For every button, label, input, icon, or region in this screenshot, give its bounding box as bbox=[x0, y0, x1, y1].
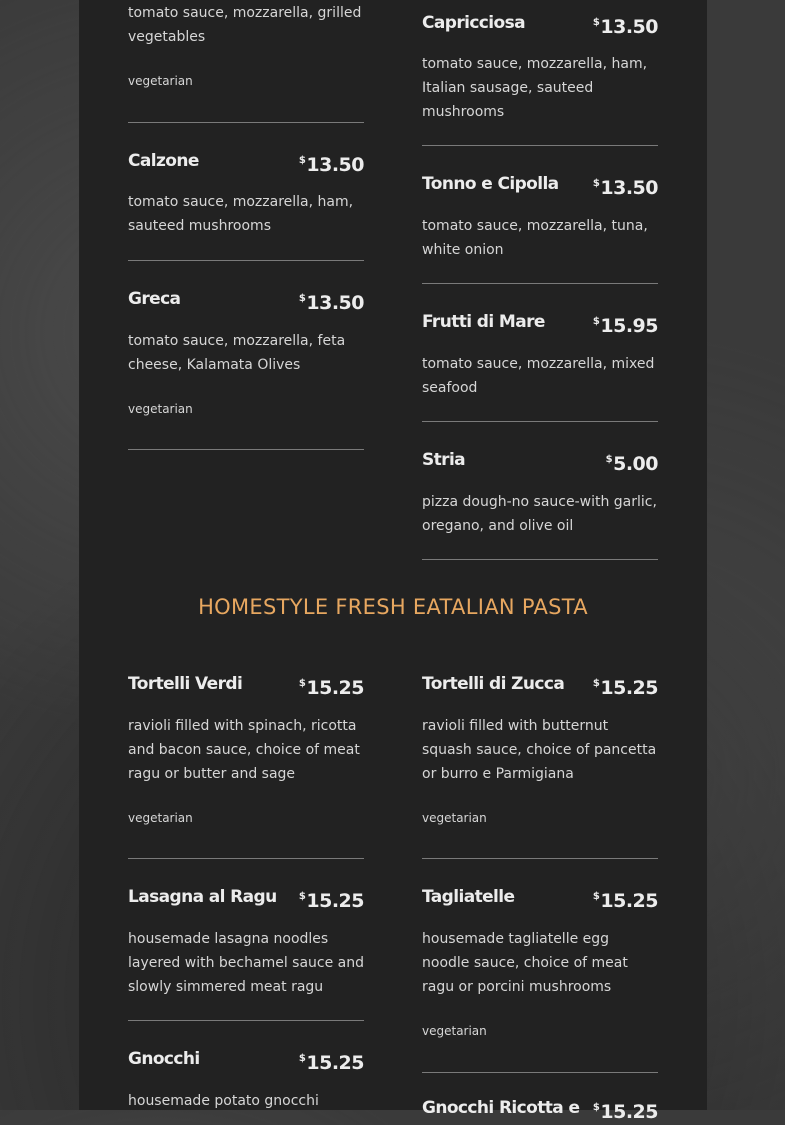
item-name: Gnocchi bbox=[128, 1049, 200, 1069]
item-description: housemade lasagna noodles layered with bechamel sauce and slowly simmered meat ragu bbox=[128, 931, 365, 995]
item-price: $15.25 bbox=[298, 677, 364, 699]
menu-item bbox=[422, 447, 658, 560]
menu-item bbox=[422, 171, 658, 284]
item-price: $15.25 bbox=[592, 1101, 658, 1123]
item-description: ravioli filled with spinach, ricotta and bacon sauce, choice of meat ragu or butter and sage bbox=[128, 718, 360, 782]
menu-item bbox=[422, 671, 658, 859]
menu-item bbox=[128, 1046, 364, 1110]
item-price: $13.50 bbox=[592, 177, 658, 199]
menu-item bbox=[128, 884, 364, 1021]
item-description: tomato sauce, mozzarella, tuna, white onion bbox=[422, 218, 648, 258]
item-tag: vegetarian bbox=[128, 811, 193, 825]
menu-item bbox=[422, 10, 658, 146]
item-name: Lasagna al Ragu bbox=[128, 887, 277, 907]
item-description: tomato sauce, mozzarella, ham, Italian sausage, sauteed mushrooms bbox=[422, 56, 648, 120]
item-name: Tonno e Cipolla bbox=[422, 174, 559, 194]
item-price: $5.00 bbox=[605, 453, 658, 475]
item-description: tomato sauce, mozzarella, mixed seafood bbox=[422, 356, 655, 396]
item-price: $15.25 bbox=[298, 890, 364, 912]
item-name: Tortelli di Zucca bbox=[422, 674, 565, 694]
item-description: tomato sauce, mozzarella, grilled vegetables bbox=[128, 5, 362, 45]
item-name: Tagliatelle bbox=[422, 887, 515, 907]
item-price: $13.50 bbox=[298, 154, 364, 176]
item-name: Frutti di Mare bbox=[422, 312, 545, 332]
item-description: housemade tagliatelle egg noodle sauce, choice of meat ragu or porcini mushrooms bbox=[422, 931, 628, 995]
item-price: $15.25 bbox=[592, 890, 658, 912]
item-name: Calzone bbox=[128, 151, 199, 171]
item-name: Capricciosa bbox=[422, 13, 525, 33]
item-price: $15.25 bbox=[298, 1052, 364, 1074]
item-description: ravioli filled with butternut squash sauce, choice of pancetta or burro e Parmigiana bbox=[422, 718, 657, 782]
menu-item bbox=[128, 671, 364, 859]
item-tag: vegetarian bbox=[128, 74, 193, 88]
item-price: $15.25 bbox=[592, 677, 658, 699]
item-name: Tortelli Verdi bbox=[128, 674, 243, 694]
item-description: tomato sauce, mozzarella, ham, sauteed mushrooms bbox=[128, 194, 354, 234]
item-description: pizza dough-no sauce-with garlic, oregano, and olive oil bbox=[422, 494, 657, 534]
menu-item bbox=[422, 309, 658, 422]
menu-item bbox=[128, 286, 364, 450]
item-description: housemade potato gnocchi bbox=[128, 1093, 319, 1109]
menu-item bbox=[128, 0, 364, 123]
section-title: HOMESTYLE FRESH EATALIAN PASTA bbox=[198, 595, 588, 619]
item-name: Gnocchi Ricotta e bbox=[422, 1098, 580, 1118]
item-tag: vegetarian bbox=[422, 811, 487, 825]
menu-item bbox=[128, 148, 364, 261]
item-price: $15.95 bbox=[592, 315, 658, 337]
menu-item bbox=[422, 1095, 658, 1123]
item-tag: vegetarian bbox=[422, 1024, 487, 1038]
item-price: $13.50 bbox=[592, 16, 658, 38]
item-price: $13.50 bbox=[298, 292, 364, 314]
item-tag: vegetarian bbox=[128, 402, 193, 416]
item-name: Greca bbox=[128, 289, 181, 309]
item-name: Stria bbox=[422, 450, 466, 470]
item-description: tomato sauce, mozzarella, feta cheese, Kalamata Olives bbox=[128, 333, 346, 373]
menu-item bbox=[422, 884, 658, 1073]
